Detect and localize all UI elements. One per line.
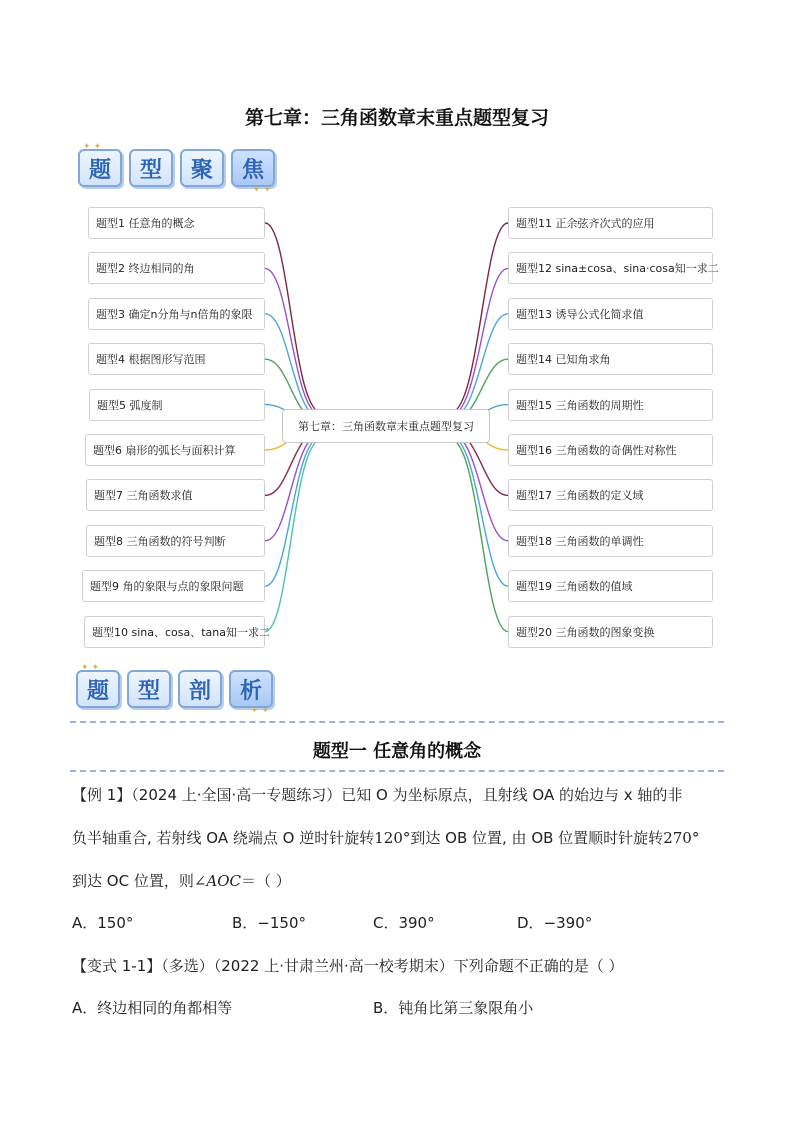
mindmap-node-right: 题型13 诱导公式化简求值 xyxy=(508,298,713,330)
mindmap-node-right: 题型16 三角函数的奇偶性对称性 xyxy=(508,434,713,466)
mindmap-node-left: 题型3 确定n分角与n倍角的象限 xyxy=(88,298,265,330)
mindmap-node-left: 题型4 根据图形写范围 xyxy=(88,343,265,375)
mindmap-node-right: 题型14 已知角求角 xyxy=(508,343,713,375)
divider-top xyxy=(70,721,724,723)
banner-char: 焦 ✦ ✦ xyxy=(231,149,275,187)
example1-line1: 【例 1】（2024 上·全国·高一专题练习）已知 O 为坐标原点，且射线 OA 的始边与 x 轴的非 xyxy=(72,786,683,804)
banner-char: 剖 xyxy=(178,670,222,708)
mindmap-node-left: 题型8 三角函数的符号判断 xyxy=(86,525,265,557)
example1-option-d: D．−390° xyxy=(517,914,593,932)
mindmap-node-right: 题型12 sina±cosa、sina·cosa知一求二 xyxy=(508,252,713,284)
sparkle-icon: ✦ ✦ xyxy=(250,706,269,716)
example1-line3: 到达 OC 位置，则∠AOC＝（ ） xyxy=(72,872,291,890)
example1-line2: 负半轴重合, 若射线 OA 绕端点 O 逆时针旋转120°到达 OB 位置, 由 OB 位置顺时针旋转270° xyxy=(72,829,700,847)
mindmap-node-left: 题型7 三角函数求值 xyxy=(86,479,265,511)
mindmap-node-right: 题型17 三角函数的定义域 xyxy=(508,479,713,511)
mindmap-node-left: 题型2 终边相同的角 xyxy=(88,252,265,284)
mindmap-node-left: 题型5 弧度制 xyxy=(89,389,265,421)
banner-char: 聚 xyxy=(180,149,224,187)
sparkle-icon: ✦ ✦ xyxy=(252,185,271,195)
section-title: 题型一 任意角的概念 xyxy=(312,741,482,762)
banner-char: 题 ✦ ✦ xyxy=(76,670,120,708)
example1-option-a: A．150° xyxy=(72,914,134,932)
banner-topic-analysis xyxy=(76,663,280,716)
banner-char: 析 ✦ ✦ xyxy=(229,670,273,708)
mindmap-center-node: 第七章：三角函数章末重点题型复习 xyxy=(282,409,490,443)
mindmap-node-left: 题型6 扇形的弧长与面积计算 xyxy=(85,434,265,466)
page-title: 第七章：三角函数章末重点题型复习 xyxy=(244,107,549,129)
sparkle-icon: ✦ ✦ xyxy=(81,663,100,673)
sparkle-icon: ✦ ✦ xyxy=(83,142,102,152)
divider-bottom xyxy=(70,770,724,772)
mindmap-node-right: 题型19 三角函数的值域 xyxy=(508,570,713,602)
mindmap-node-right: 题型20 三角函数的图象变换 xyxy=(508,616,713,648)
variant1-question: 【变式 1-1】（多选）（2022 上·甘肃兰州·高一校考期末）下列命题不正确的是（ ） xyxy=(72,957,624,975)
mindmap-node-right: 题型11 正余弦齐次式的应用 xyxy=(508,207,713,239)
variant1-option-b: B．钝角比第三象限角小 xyxy=(373,999,534,1017)
banner-char: 型 xyxy=(129,149,173,187)
mindmap-node-right: 题型18 三角函数的单调性 xyxy=(508,525,713,557)
banner-char: 题 ✦ ✦ xyxy=(78,149,122,187)
mindmap-node-right: 题型15 三角函数的周期性 xyxy=(508,389,713,421)
mindmap-node-left: 题型10 sina、cosa、tana知一求二 xyxy=(84,616,265,648)
variant1-option-a: A．终边相同的角都相等 xyxy=(72,999,233,1017)
mindmap-node-left: 题型9 角的象限与点的象限问题 xyxy=(82,570,265,602)
example1-option-c: C．390° xyxy=(373,914,435,932)
example1-option-b: B．−150° xyxy=(232,914,306,932)
mindmap-node-left: 题型1 任意角的概念 xyxy=(88,207,265,239)
banner-char: 型 xyxy=(127,670,171,708)
